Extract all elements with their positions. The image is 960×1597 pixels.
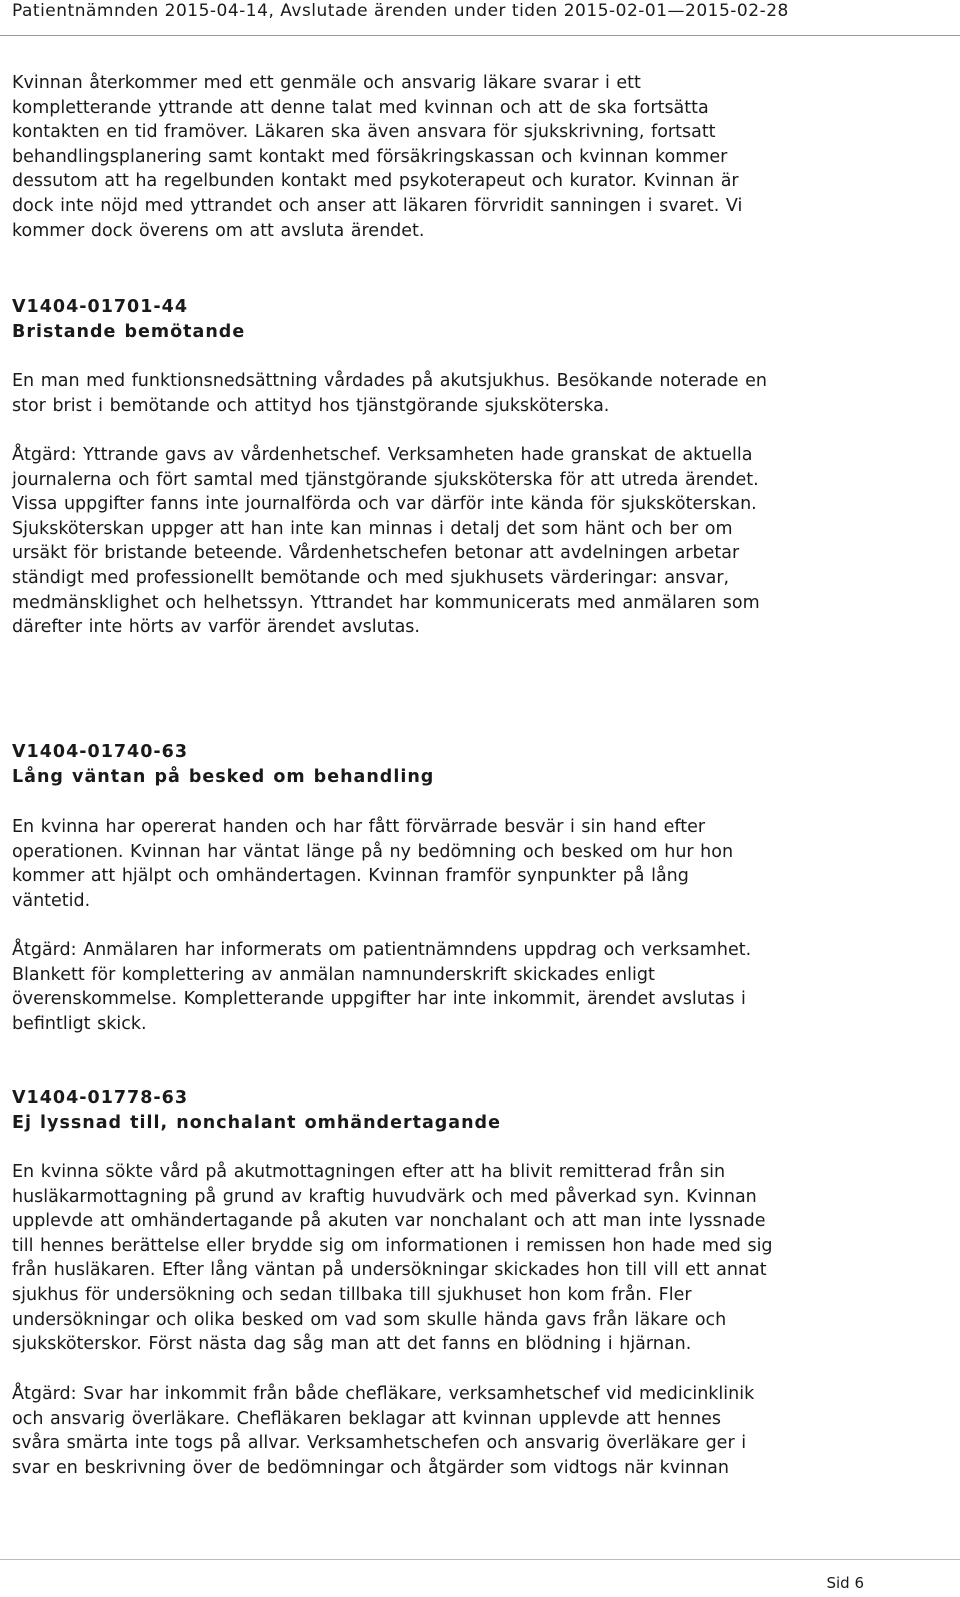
text-line: En man med funktionsnedsättning vårdades på akutsjukhus. Besökande noterade en (12, 371, 767, 391)
text-line: befintligt skick. (12, 1013, 147, 1034)
case-description (12, 369, 912, 418)
intro-paragraph (12, 71, 912, 243)
text-line: Åtgärd: Anmälaren har informerats om patientnämndens uppdrag och verksamhet. (12, 940, 752, 960)
text-line: och ansvarig överläkare. Chefläkaren beklagar att kvinnan upplevde att hennes (12, 1408, 721, 1429)
text-line: väntetid. (12, 890, 91, 911)
text-line: kommer dock överens om att avsluta ärendet. (12, 220, 425, 241)
case-id: V1404-01701-44 (12, 297, 189, 317)
case-id: V1404-01778-63 (12, 1088, 189, 1108)
text-line: Sjuksköterskan uppger att han inte kan minnas i detalj det som hänt och ber om (12, 518, 733, 539)
text-line: Blankett för komplettering av anmälan namnunderskrift skickades enligt (12, 964, 655, 985)
case-section (12, 295, 912, 344)
case-title: Bristande bemötande (12, 321, 246, 342)
text-line: ständigt med professionellt bemötande och med sjukhusets värderingar: ansvar, (12, 567, 730, 588)
case-action (12, 443, 912, 640)
text-line: sjuksköterskor. Först nästa dag såg man att det fanns en blödning i hjärnan. (12, 1334, 692, 1355)
case-action (12, 1382, 912, 1480)
page-header-title: Patientnämnden 2015-04-14, Avslutade ärenden under tiden 2015-02-01—2015-02-28 (12, 1, 789, 21)
text-line: ursäkt för bristande beteende. Vårdenhetschefen betonar att avdelningen arbetar (12, 543, 740, 564)
text-line: operationen. Kvinnan har väntat länge på ny bedömning och besked om hur hon (12, 841, 734, 862)
text-line: behandlingsplanering samt kontakt med försäkringskassan och kvinnan kommer (12, 146, 728, 167)
text-line: undersökningar och olika besked om vad som skulle hända gavs från läkare och (12, 1309, 727, 1330)
text-line: stor brist i bemötande och attityd hos tjänstgörande sjuksköterska. (12, 395, 610, 416)
text-line: En kvinna har opererat handen och har fått förvärrade besvär i sin hand efter (12, 817, 706, 837)
text-line: kommer att hjälpt och omhändertagen. Kvinnan framför synpunkter på lång (12, 866, 689, 887)
text-line: från husläkaren. Efter lång väntan på undersökningar skickades hon till vill ett annat (12, 1260, 767, 1281)
text-line: Vissa uppgifter fanns inte journalförda och var därför inte kända för sjuksköterskan. (12, 494, 757, 515)
text-line: En kvinna sökte vård på akutmottagningen efter att ha blivit remitterad från sin (12, 1162, 726, 1182)
case-description (12, 815, 912, 913)
case-description (12, 1160, 912, 1357)
text-line: till hennes berättelse eller brydde sig om informationen i remissen hon hade med sig (12, 1235, 773, 1256)
case-action (12, 938, 912, 1036)
text-line: dock inte nöjd med yttrandet och anser att läkaren förvridit sanningen i svaret. Vi (12, 195, 743, 216)
text-line: upplevde att omhändertagande på akuten var nonchalant och att man inte lyssnade (12, 1211, 766, 1232)
text-line: överenskommelse. Kompletterande uppgifter har inte inkommit, ärendet avslutas i (12, 989, 746, 1010)
text-line: journalerna och fört samtal med tjänstgörande sjuksköterska för att utreda ärendet. (12, 469, 759, 490)
footer-divider (0, 1559, 960, 1560)
case-title: Lång väntan på besked om behandling (12, 766, 435, 787)
text-line: husläkarmottagning på grund av kraftig huvudvärk och med påverkad syn. Kvinnan (12, 1186, 757, 1207)
case-section (12, 740, 912, 789)
text-line: svar en beskrivning över de bedömningar och åtgärder som vidtogs när kvinnan (12, 1457, 729, 1478)
text-line: Åtgärd: Yttrande gavs av vårdenhetschef. Verksamheten hade granskat de aktuella (12, 445, 753, 465)
text-line: Kvinnan återkommer med ett genmäle och ansvarig läkare svarar i ett (12, 73, 641, 93)
header-divider (0, 35, 960, 36)
text-line: dessutom att ha regelbunden kontakt med psykoterapeut och kurator. Kvinnan är (12, 171, 739, 192)
text-line: sjukhus för undersökning och sedan tillbaka till sjukhuset hon kom från. Fler (12, 1284, 692, 1305)
text-line: svåra smärta inte togs på allvar. Verksamhetschefen och ansvarig överläkare ger i (12, 1433, 747, 1454)
text-line: kompletterande yttrande att denne talat med kvinnan och att de ska fortsätta (12, 97, 709, 118)
case-id: V1404-01740-63 (12, 742, 189, 762)
text-line: kontakten en tid framöver. Läkaren ska även ansvara för sjukskrivning, fortsatt (12, 122, 716, 143)
case-section (12, 1086, 912, 1135)
text-line: därefter inte hörts av varför ärendet avslutas. (12, 617, 420, 638)
page-number: Sid 6 (826, 1574, 864, 1592)
text-line: Åtgärd: Svar har inkommit från både chefläkare, verksamhetschef vid medicinklinik (12, 1384, 755, 1404)
text-line: medmänsklighet och helhetssyn. Yttrandet har kommunicerats med anmälaren som (12, 592, 760, 613)
case-title: Ej lyssnad till, nonchalant omhändertagande (12, 1112, 501, 1133)
